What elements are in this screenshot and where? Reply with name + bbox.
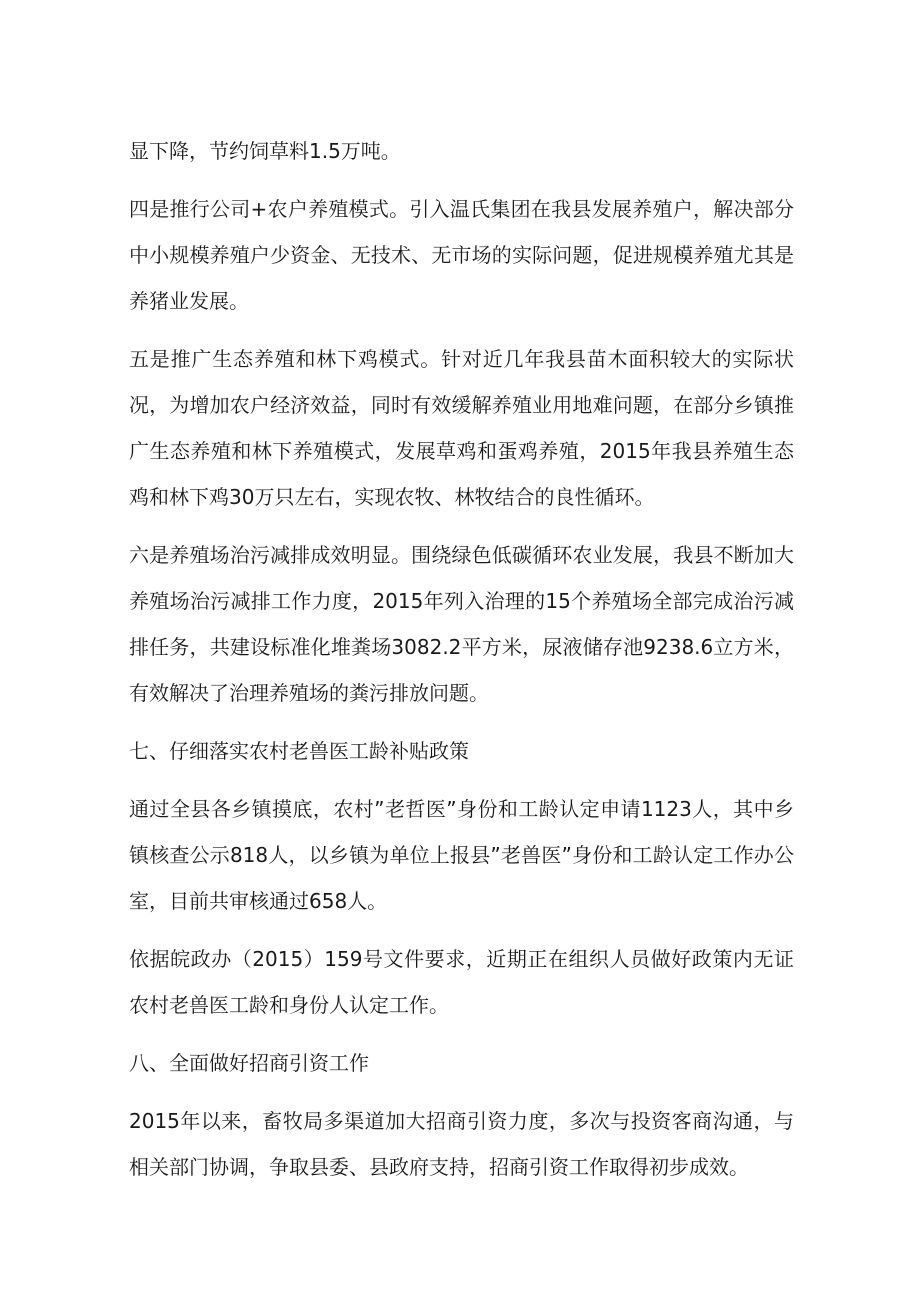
document-body: [129, 128, 794, 1202]
paragraph-5: 通过全县各乡镇摸底，农村”老哲医”身份和工龄认定申请1123人，其中乡镇核查公示818人，以乡镇为单位上报县”老兽医”身份和工龄认定工作办公室，目前共审核通过658人。: [129, 797, 794, 913]
paragraph-2: 四是推行公司+农户养殖模式。引入温氏集团在我县发展养殖户，解决部分中小规模养殖户少资金、无技术、无市场的实际问题，促进规模养殖尤其是养猪业发展。: [129, 197, 794, 313]
section-heading-7: 七、仔细落实农村老兽医工龄补贴政策: [129, 739, 469, 763]
paragraph-1: 显下降，节约饲草料1.5万吨。: [129, 139, 401, 163]
paragraph-6: 依据皖政办（2015）159号文件要求，近期正在组织人员做好政策内无证农村老兽医工龄和身份人认定工作。: [129, 947, 794, 1017]
paragraph-3: 五是推广生态养殖和林下鸡模式。针对近几年我县苗木面积较大的实际状况，为增加农户经济效益，同时有效缓解养殖业用地难问题，在部分乡镇推广生态养殖和林下养殖模式，发展草鸡和蛋鸡养殖，2015年我县养殖生态鸡和林下鸡30万只左右，实现农牧、林牧结合的良性循环。: [129, 347, 794, 509]
section-heading-8: 八、全面做好招商引资工作: [129, 1051, 369, 1075]
paragraph-4: 六是养殖场治污减排成效明显。围绕绿色低碳循环农业发展，我县不断加大养殖场治污减排工作力度，2015年列入治理的15个养殖场全部完成治污减排任务，共建设标准化堆粪场3082.2平方米，尿液储存池9238.6立方米，有效解决了治理养殖场的粪污排放问题。: [129, 543, 794, 705]
paragraph-7: 2015年以来，畜牧局多渠道加大招商引资力度，多次与投资客商沟通，与相关部门协调，争取县委、县政府支持，招商引资工作取得初步成效。: [129, 1109, 794, 1179]
